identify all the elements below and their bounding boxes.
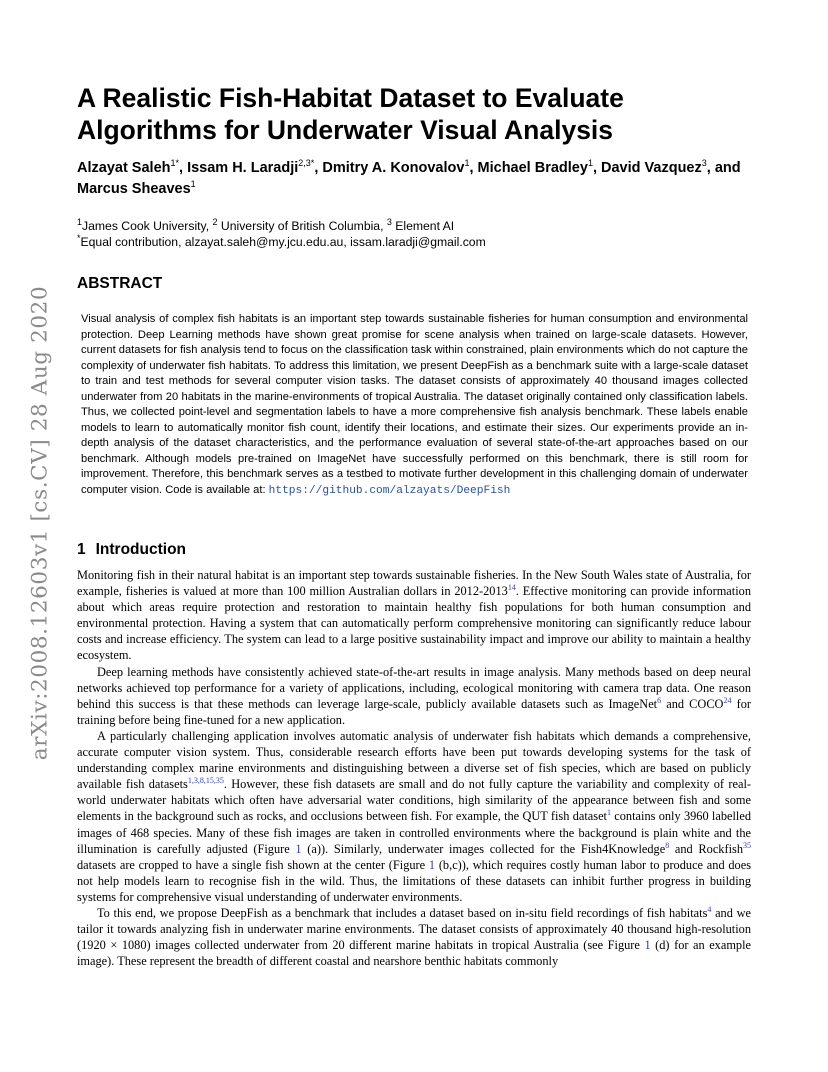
figure-link[interactable]: 1: [295, 841, 302, 856]
paragraph-text: . However, these fish datasets are small and do not fully capture the variability and complexity of real-world underwater habitats which often have adversarial water conditions, high similarity of the appearance between fish and some elements in the background such as rocks, and occlusions between fish. For example, the QUT fish dataset: [77, 777, 751, 824]
equal-contribution-note: [77, 234, 757, 250]
author-sheaves: , and Marcus Sheaves: [77, 160, 741, 197]
affiliations: [77, 218, 757, 234]
affiliation-jcu: James Cook University,: [82, 219, 213, 233]
author-superscript: 3: [701, 158, 707, 169]
paragraph-text: and we tailor it towards analyzing fish in underwater marine environments. The dataset consists of approximately 40 thousand high-resolution (1920 × 1080) images collected underwater from 20 different marine habitats in tropical Australia (see Figure: [77, 905, 751, 953]
citation-link[interactable]: 4: [707, 904, 712, 914]
author-superscript: 1: [464, 158, 470, 169]
author-saleh: Alzayat Saleh: [77, 160, 171, 176]
affiliation-ubc: University of British Columbia,: [217, 219, 387, 233]
paper-title: A Realistic Fish-Habitat Dataset to Evaluate Algorithms for Underwater Visual Analysis: [77, 83, 624, 145]
affiliation-marker: 3: [386, 216, 392, 227]
author-superscript: 1*: [170, 158, 180, 169]
paragraph-text: A particularly challenging application involves automatic analysis of underwater fish habitats which demands a comprehensive, accurate computer vision system. Thus, considerable research efforts have been put towards developing systems for the task of understanding complex marine environments and distinguishing between a diverse set of fish species, which are based on publicly available fish datasets: [77, 728, 751, 792]
contribution-marker: *: [77, 232, 81, 243]
paragraph-text: datasets are cropped to have a single fish shown at the center (Figure: [77, 857, 429, 872]
author-laradji: , Issam H. Laradji: [179, 160, 299, 176]
paragraph: [77, 905, 751, 969]
paragraph-text: To this end, we propose DeepFish as a benchmark that includes a dataset based on in-situ field recordings of fish habitats: [97, 905, 708, 920]
paragraph-text: (d) for an example image). These represent the breadth of different coastal and nearshore benthic habitats commonly: [77, 938, 752, 969]
abstract-heading: ABSTRACT: [77, 275, 163, 292]
paragraph-text: (a)). Similarly, underwater images collected for the Fish4Knowledge: [301, 841, 666, 856]
section-title: Introduction: [95, 541, 187, 558]
paragraph-text: Monitoring fish in their natural habitat is an important step towards sustainable fisheries. In the New South Wales state of Australia, for example, fisheries is valued at more than 100 million Australian dollars in 2012-2013: [77, 568, 751, 599]
author-bradley: , Michael Bradley: [469, 160, 588, 176]
citation-link[interactable]: 1: [606, 808, 611, 818]
affiliation-marker: 2: [212, 216, 218, 227]
paragraph-text: . Effective monitoring can provide information about which areas require protection and restoration to maintain healthy fish populations for both human consumption and environmental protection. Having a system that can automatically perform comprehensive monitoring can significantly reduce labour costs and increase efficiency. The system can lead to a large positive sustainability impact and improve our ability to maintain a healthy ecosystem.: [77, 584, 751, 663]
paragraph-text: (b,c)), which requires costly human labor to produce and does not help models learn to recognise fish in the wild. Thus, the limitations of these datasets can inhibit further progress in building systems for comprehensive visual understanding of underwater environments.: [77, 857, 751, 904]
arxiv-side-stamp: [20, 283, 60, 763]
paragraph-text: Deep learning methods have consistently achieved state-of-the-art results in image analysis. Many methods based on deep neural networks achieved top performance for a variety of applications, including, ecological monitoring with camera trap data. One reason behind this success is that these methods can leverage large-scale, publicly available datasets such as ImageNet: [77, 664, 751, 711]
paragraph: [77, 567, 751, 664]
paragraph: [77, 664, 751, 728]
citation-link[interactable]: 6: [657, 695, 662, 705]
contribution-text: Equal contribution, alzayat.saleh@my.jcu.edu.au, issam.laradji@gmail.com: [80, 235, 486, 249]
code-link[interactable]: https://github.com/alzayats/DeepFish: [268, 484, 511, 497]
abstract-body: [81, 312, 748, 499]
citation-link[interactable]: 8: [665, 840, 670, 850]
paragraph-text: and Rockfish: [669, 841, 743, 856]
paragraph: [77, 728, 751, 905]
author-superscript: 1: [190, 179, 196, 190]
author-konovalov: , Dmitry A. Konovalov: [314, 160, 465, 176]
figure-link[interactable]: 1: [428, 857, 436, 872]
arxiv-identifier: arXiv:2008.12603v1 [cs.CV] 28 Aug 2020: [27, 285, 53, 761]
citation-link[interactable]: 14: [507, 582, 516, 592]
paragraph-text: for training before being fine-tuned for a new application.: [77, 696, 751, 727]
figure-link[interactable]: 1: [644, 938, 651, 953]
affiliation-marker: 1: [77, 216, 83, 227]
paragraph-text: contains only 3960 labelled images of 468 species. Many of these fish images are taken in controlled environments where the background is plain white and the illumination is carefully adjusted (Figure: [77, 809, 751, 856]
abstract-text: Visual analysis of complex fish habitats is an important step towards sustainable fisheries for human consumption and environmental protection. Deep Learning methods have shown great promise for scene analysis when trained on large-scale datasets. However, current datasets for fish analysis tend to focus on the classification task within constrained, plain environments which do not capture the complexity of underwater fish habitats. To address this limitation, we present DeepFish as a benchmark suite with a large-scale dataset to train and test methods for several computer vision tasks. The dataset consists of approximately 40 thousand images collected underwater from 20 habitats in the marine-environments of tropical Australia. The dataset originally contained only classification labels. Thus, we collected point-level and segmentation labels to have a more comprehensive fish analysis benchmark. These labels enable models to learn to automatically monitor fish count, identify their locations, and estimate their sizes. Our experiments provide an in-depth analysis of the dataset characteristics, and the performance evaluation of several state-of-the-art approaches based on our benchmark. Although models pre-trained on ImageNet have successfully performed on this benchmark, there is still room for improvement. Therefore, this benchmark serves as a testbed to motivate further development in this challenging domain of underwater computer vision. Code is available at:: [81, 313, 748, 496]
author-superscript: 1: [587, 158, 593, 169]
section-number: 1: [77, 541, 86, 558]
affiliation-element-ai: Element AI: [391, 219, 455, 233]
author-list: [77, 158, 757, 200]
citation-link[interactable]: 1,3,8,15,35: [187, 776, 224, 786]
author-vazquez: , David Vazquez: [592, 160, 702, 176]
paragraph-text: and COCO: [661, 696, 724, 711]
section-heading-introduction: [77, 541, 186, 559]
author-superscript: 2,3*: [298, 158, 315, 169]
introduction-body: [77, 567, 751, 969]
citation-link[interactable]: 35: [743, 840, 751, 850]
citation-link[interactable]: 24: [723, 695, 732, 705]
